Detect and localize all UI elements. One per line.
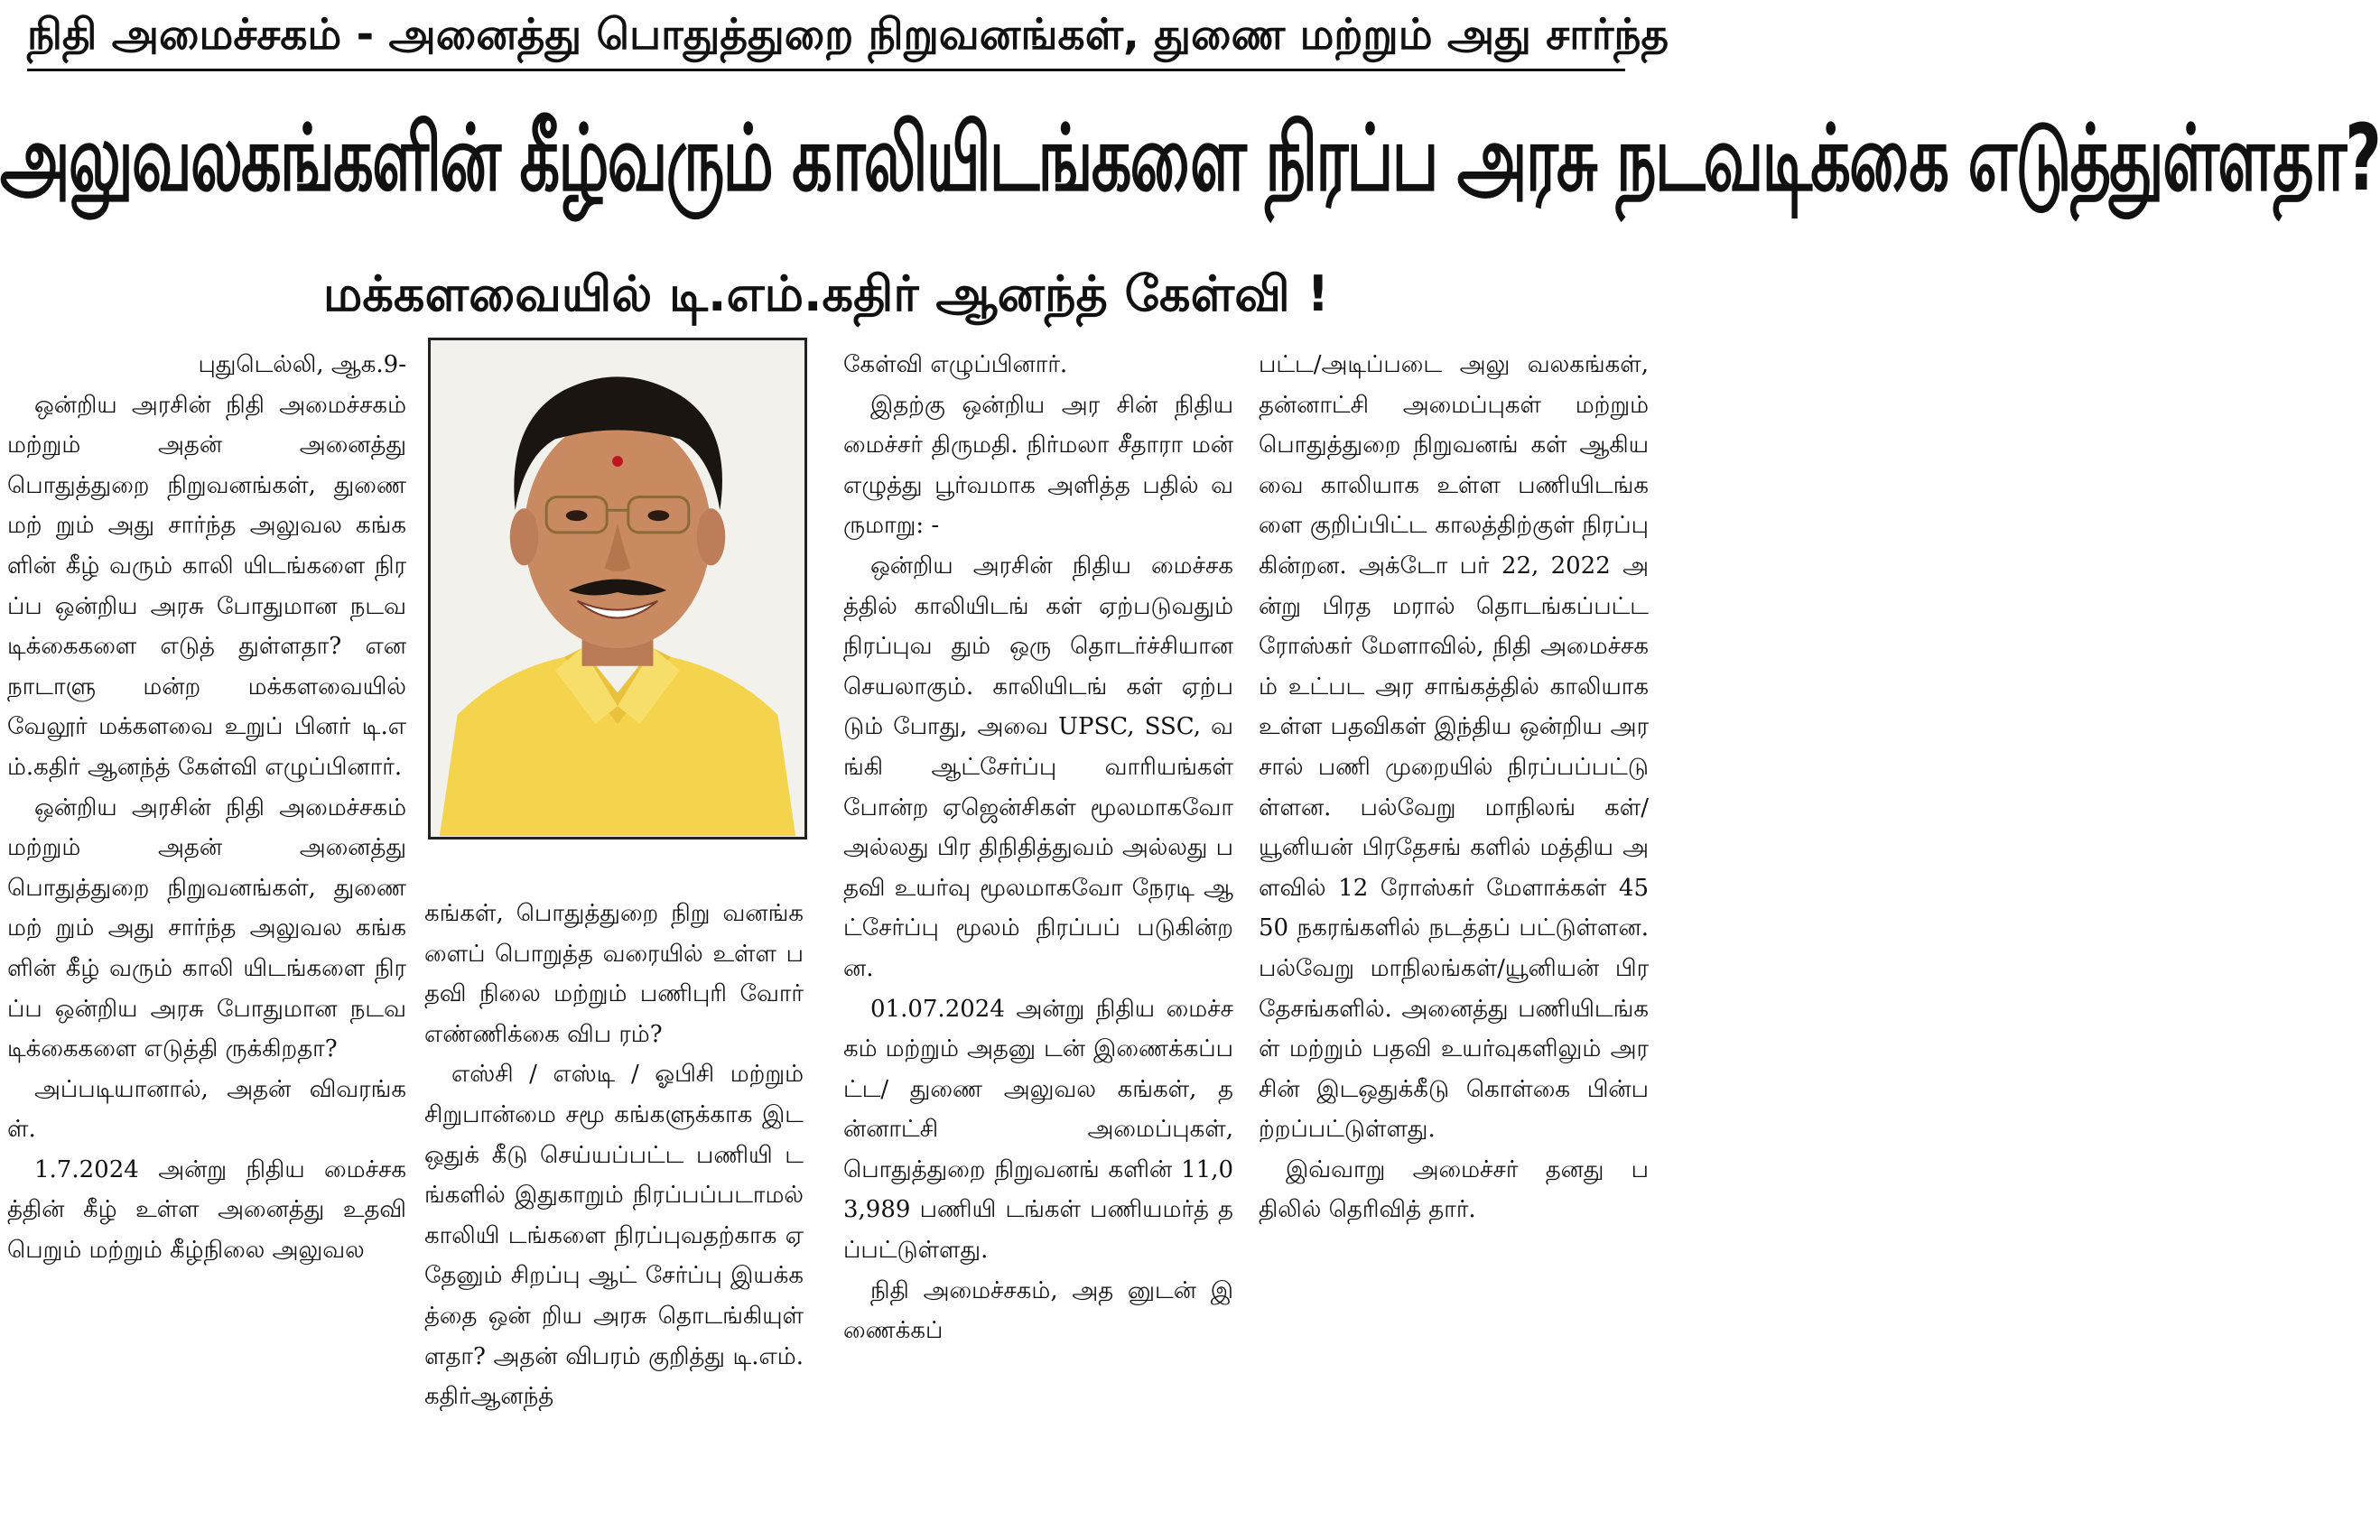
paragraph: 1.7.2024 அன்று நிதிய மைச்சகத்தின் கீழ் உள்ள அனைத்து உதவி பெறும் மற்றும் கீழ்நிலை அலுவல [7, 1155, 406, 1265]
dateline: புதுடெல்லி, ஆக.9- [198, 351, 406, 378]
paragraph: 01.07.2024 அன்று நிதிய மைச்சகம் மற்றும் அதனு டன் இணைக்கப்பட்ட/ துணை அலுவல கங்கள், தன்னாட்சி அமைப்புகள், பொதுத்துறை நிறுவனங் களின் 11,03,989 பணியி டங்கள் பணியமர்த் தப்பட்டுள்ளது. [843, 995, 1233, 1265]
article-column-2 [424, 894, 804, 1533]
paragraph: கேள்வி எழுப்பினார். [843, 351, 1068, 378]
paragraph: ஒன்றிய அரசின் நிதி அமைச்சகம் மற்றும் அதன் அனைத்து பொதுத்துறை நிறுவனங்கள், துணை மற் றும் அது சார்ந்த அலுவல கங்களின் கீழ் வரும் காலி யிடங்களை நிரப்ப ஒன்றிய அரசு போதுமான நடவடிக்கைகளை எடுத் துள்ளதா? என நாடாளு மன்ற மக்களவையில் வேலூர் மக்களவை உறுப் பினர் டி.எம்.கதிர் ஆனந்த் கேள்வி எழுப்பினார். [7, 391, 406, 781]
paragraph: ஒன்றிய அரசின் நிதி அமைச்சகம் மற்றும் அதன் அனைத்து பொதுத்துறை நிறுவனங்கள், துணை மற் றும் அது சார்ந்த அலுவல கங்களின் கீழ் வரும் காலி யிடங்களை நிரப்ப ஒன்றிய அரசு போதுமான நடவடிக்கைகளை எடுத்தி ருக்கிறதா? [7, 793, 406, 1063]
sub-headline: மக்களவையில் டி.எம்.கதிர் ஆனந்த் கேள்வி ! [322, 265, 1330, 322]
paragraph: இவ்வாறு அமைச்சர் தனது பதிலில் தெரிவித் தார். [1259, 1155, 1649, 1224]
paragraph: நிதி அமைச்சகம், அத னுடன் இணைக்கப் [843, 1276, 1233, 1345]
portrait-photo [428, 338, 807, 840]
paragraph: எஸ்சி / எஸ்டி / ஓபிசி மற்றும் சிறுபான்மை சமூ கங்களுக்காக இட ஒதுக் கீடு செய்யப்பட்ட பணியி டங்களில் இதுகாறும் நிரப்பப்படாமல் காலியி டங்களை நிரப்புவதற்காக ஏதேனும் சிறப்பு ஆட் சேர்ப்பு இயக்கத்தை ஒன் றிய அரசு தொடங்கியுள் ளதா? அதன் விபரம் குறித்து டி.எம்.கதிர்ஆனந்த் [424, 1061, 804, 1411]
paragraph: ஒன்றிய அரசின் நிதிய மைச்சகத்தில் காலியிடங் கள் ஏற்படுவதும் நிரப்புவ தும் ஒரு தொடர்ச்சியான செயலாகும். காலியிடங் கள் ஏற்படும் போது, அவை UPSC, SSC, வங்கி ஆட்சேர்ப்பு வாரியங்கள் போன்ற ஏஜென்சிகள் மூலமாகவோ அல்லது பிர திநிதித்துவம் அல்லது பதவி உயர்வு மூலமாகவோ நேரடி ஆட்சேர்ப்பு மூலம் நிரப்பப் படுகின்றன. [843, 552, 1233, 982]
portrait-photo-icon [431, 340, 804, 837]
kicker-headline: நிதி அமைச்சகம் - அனைத்து பொதுத்துறை நிறுவனங்கள், துணை மற்றும் அது சார்ந்த [27, 2, 1625, 71]
paragraph: பட்ட/அடிப்படை அலு வலகங்கள், தன்னாட்சி அமைப்புகள் மற்றும் பொதுத்துறை நிறுவனங் கள் ஆகியவை காலியாக உள்ள பணியிடங்களை குறிப்பிட்ட காலத்திற்குள் நிரப்பு கின்றன. அக்டோ பர் 22, 2022 அன்று பிரத மரால் தொடங்கப்பட்ட ரோஸ்கர் மேளாவில், நிதி அமைச்சகம் உட்பட அர சாங்கத்தில் காலியாக உள்ள பதவிகள் இந்திய ஒன்றிய அரசால் பணி முறையில் நிரப்பப்பட்டு ள்ளன. பல்வேறு மாநிலங் கள்/யூனியன் பிரதேசங் களில் மத்திய அளவில் 12 ரோஸ்கர் மேளாக்கள் 45 50 நகரங்களில் நடத்தப் பட்டுள்ளன. பல்வேறு மாநிலங்கள்/யூனியன் பிர தேசங்களில். அனைத்து பணியிடங்கள் மற்றும் பதவி உயர்வுகளிலும் அரசின் இடஒதுக்கீடு கொள்கை பின்பற்றப்பட்டுள்ளது. [1259, 351, 1649, 1144]
paragraph: அப்படியானால், அதன் விவரங்கள். [7, 1075, 406, 1144]
paragraph: இதற்கு ஒன்றிய அர சின் நிதியமைச்சர் திருமதி. நிர்மலா சீதாரா மன் எழுத்து பூர்வமாக அளித்த பதில் வருமாறு: - [843, 391, 1233, 540]
paragraph: கங்கள், பொதுத்துறை நிறு வனங்களைப் பொறுத்த வரையில் உள்ள பதவி நிலை மற்றும் பணிபுரி வோர் எண்ணிக்கை விப ரம்? [424, 900, 804, 1048]
main-headline: அலுவலகங்களின் கீழ்வரும் காலியிடங்களை நிரப்ப அரசு நடவடிக்கை எடுத்துள்ளதா? [0, 104, 2380, 212]
article-column-4 [1259, 345, 1649, 1533]
article-column-3 [843, 345, 1233, 1533]
article-column-1 [7, 345, 406, 1533]
